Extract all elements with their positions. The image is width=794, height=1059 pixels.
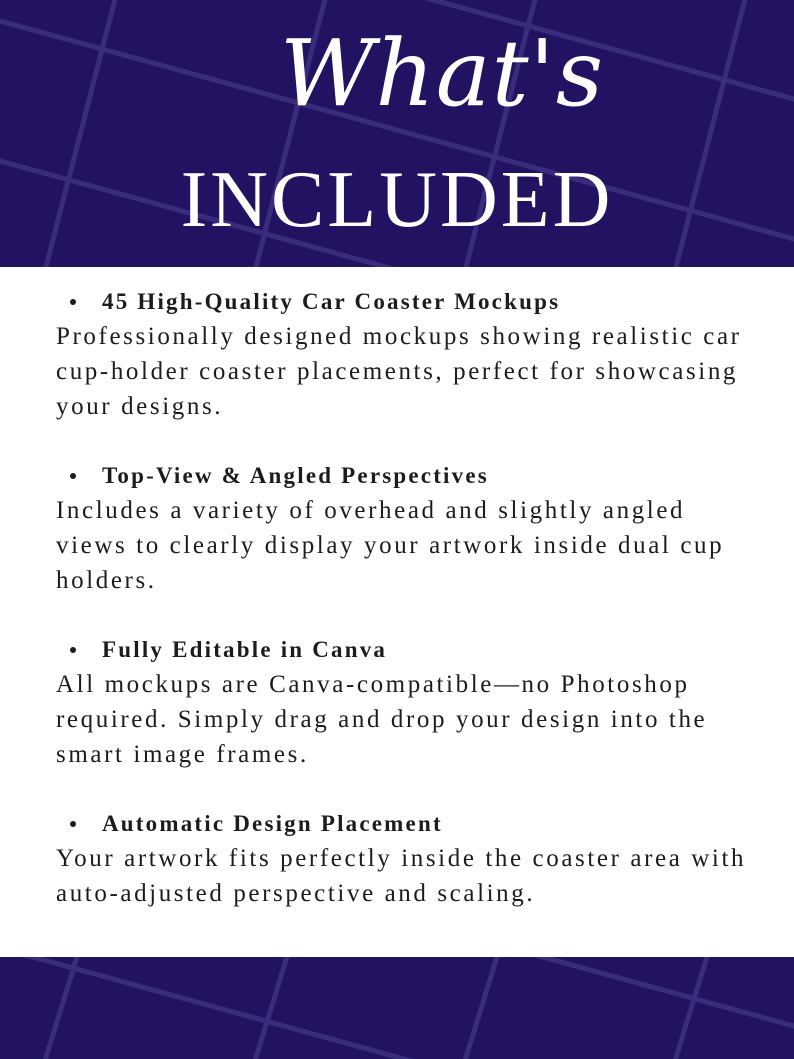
feature-description: Professionally designed mockups showing realistic car cup-holder coaster placements, perfect for showcasing your designs. xyxy=(56,323,742,420)
feature-description: Your artwork fits perfectly inside the coaster area with auto-adjusted perspective and scaling. xyxy=(56,845,747,907)
feature-item xyxy=(56,284,756,424)
header-banner xyxy=(0,0,794,267)
footer-grid-pattern xyxy=(0,957,794,1059)
feature-description: Includes a variety of overhead and slightly angled views to clearly display your artwork inside dual cup holders. xyxy=(56,497,725,594)
feature-description: All mockups are Canva-compatible—no Photoshop required. Simply drag and drop your design into the smart image frames. xyxy=(56,671,708,768)
feature-item xyxy=(56,806,756,911)
feature-item xyxy=(56,632,756,772)
feature-heading-text: Fully Editable in Canva xyxy=(102,637,388,662)
bullet-icon xyxy=(70,647,76,653)
feature-heading xyxy=(56,458,756,493)
feature-item xyxy=(56,458,756,598)
feature-heading xyxy=(56,806,756,841)
bullet-icon xyxy=(70,299,76,305)
bullet-icon xyxy=(70,821,76,827)
script-title: What's xyxy=(279,20,605,127)
bullet-icon xyxy=(70,473,76,479)
footer-banner xyxy=(0,957,794,1059)
feature-heading xyxy=(56,632,756,667)
feature-heading-text: 45 High-Quality Car Coaster Mockups xyxy=(102,289,561,314)
feature-heading xyxy=(56,284,756,319)
features-list xyxy=(56,284,756,945)
feature-heading-text: Top-View & Angled Perspectives xyxy=(102,463,489,488)
feature-heading-text: Automatic Design Placement xyxy=(102,811,443,836)
main-title: INCLUDED xyxy=(180,156,614,244)
